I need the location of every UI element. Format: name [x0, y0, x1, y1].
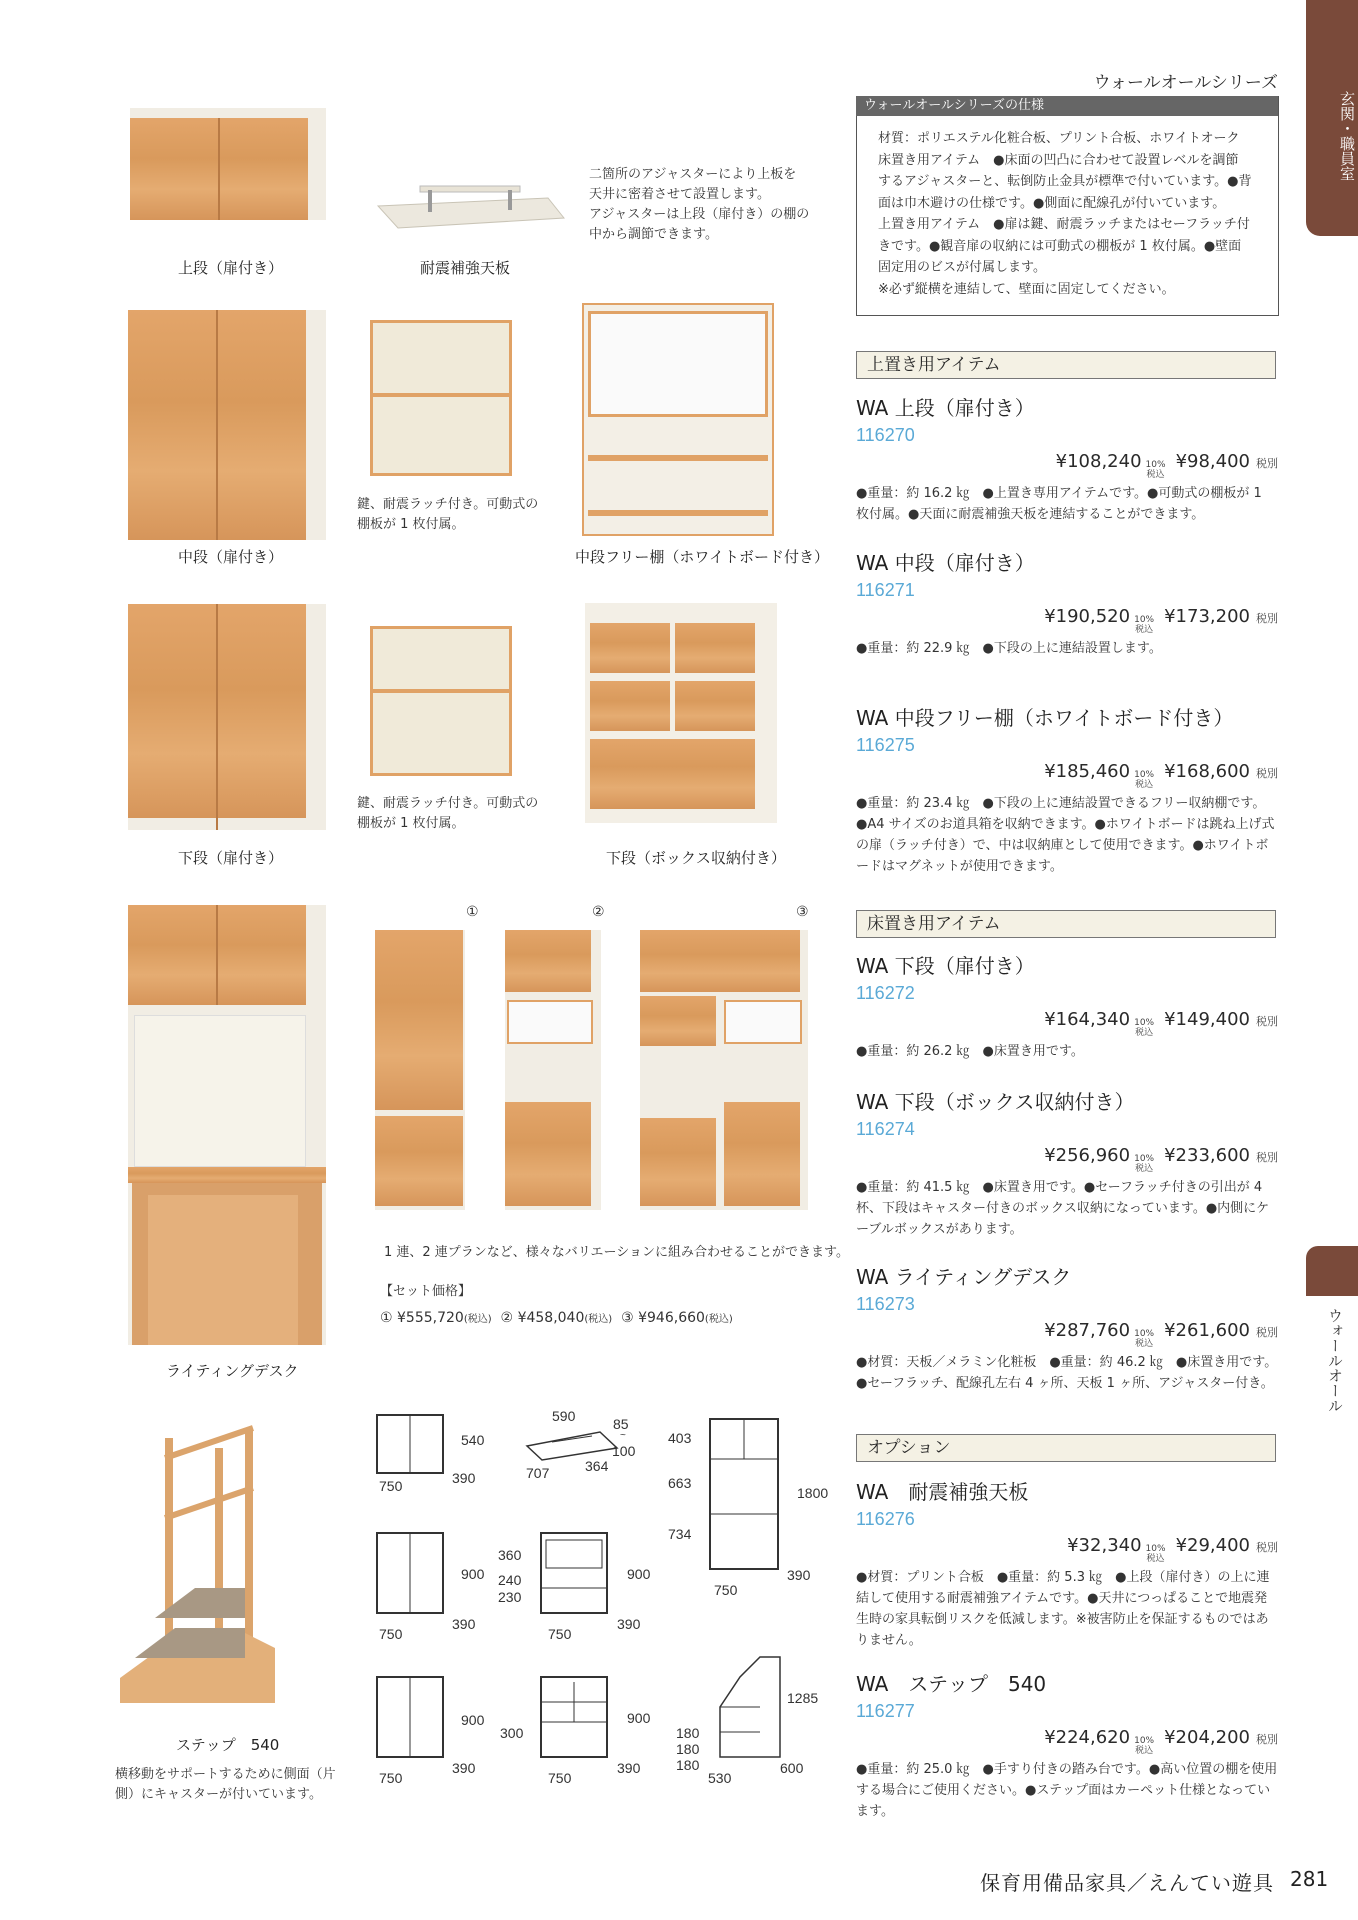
lower-box-image [585, 603, 777, 823]
spec-heading: ウォールオールシリーズの仕様 [856, 96, 1278, 116]
upper-cabinet-image [130, 108, 326, 220]
dim-step-d: 600 [780, 1760, 804, 1776]
product-code: 116271 [856, 580, 915, 600]
product-price: ¥32,340 10% 税込 ¥29,400 税別 [1067, 1535, 1278, 1564]
product-code: 116273 [856, 1294, 915, 1314]
dim-step-a: 180 [676, 1725, 700, 1741]
dim-step-h: 1285 [787, 1690, 819, 1706]
product-code: 116272 [856, 983, 915, 1003]
topboard-image [368, 168, 568, 236]
product-price: ¥256,960 10% 税込 ¥233,600 税別 [1044, 1145, 1278, 1174]
dim-step-c: 180 [676, 1757, 700, 1773]
section-option: オプション [856, 1434, 1276, 1462]
dim-middle-drawing [372, 1528, 452, 1620]
set-label: 【セット価格】 [380, 1284, 472, 1299]
step-image [115, 1418, 290, 1718]
caption-desk: ライティングデスク [166, 1362, 299, 1380]
product-desc: ●重量：約 23.4 ㎏ ●下段の上に連結設置できるフリー収納棚です。●A4 サイズのお道具箱を収納できます。●ホワイトボードは跳ね上げ式の扉（ラッチ付き）で、中は収納庫として使用できます。●ホワイトボードはマグネットが使用できます。 [856, 796, 1275, 874]
product-code: 116274 [856, 1119, 915, 1139]
combo-number-2: ② [592, 903, 605, 919]
combo-2-image [505, 930, 601, 1210]
product-name: WA 中段フリー棚（ホワイトボード付き） [856, 706, 1234, 730]
product-price: ¥224,620 10% 税込 ¥204,200 税別 [1044, 1727, 1278, 1756]
product-desc: ●重量：約 26.2 ㎏ ●床置き用です。 [856, 1044, 1084, 1059]
product-desc: ●重量：約 25.0 ㎏ ●手すり付きの踏み台です。●高い位置の棚を使用する場合にご使用ください。●ステップ面はカーペット仕様となっています。 [856, 1762, 1278, 1819]
section-upper: 上置き用アイテム [856, 351, 1276, 379]
combo-3-image [640, 930, 808, 1210]
product-name: WA ステップ 540 [856, 1672, 1047, 1696]
dim-upper-d: 390 [452, 1470, 476, 1486]
dim-combo-c: 734 [668, 1526, 692, 1542]
dim-topboard-h2: 100 [612, 1443, 636, 1459]
product-price: ¥164,340 10% 税込 ¥149,400 税別 [1044, 1009, 1278, 1038]
middle-note: 鍵、耐震ラッチ付き。可動式の 棚板が 1 枚付属。 [357, 497, 539, 532]
dim-middle-h: 900 [461, 1566, 485, 1582]
product-desc: ●重量：約 16.2 ㎏ ●上置き専用アイテムです。●可動式の棚板が 1 枚付属。●天面に耐震補強天板を連結することができます。 [856, 486, 1262, 522]
footer-title: 保育用備品家具／えんてい遊具 [980, 1871, 1274, 1895]
dim-mfree-h: 900 [627, 1566, 651, 1582]
side-tab-entrance[interactable]: 玄関・職員室 [1306, 0, 1358, 236]
dim-step-drawing [710, 1647, 790, 1767]
dim-lbox-a: 300 [500, 1725, 524, 1741]
dim-topboard-w: 590 [552, 1408, 576, 1424]
caption-lower: 下段（扉付き） [178, 849, 284, 867]
combo-note: 1 連、2 連プランなど、様々なバリエーションに組み合わせることができます。 [384, 1245, 849, 1260]
dim-step-b: 180 [676, 1741, 700, 1757]
page-number: 281 [1290, 1867, 1329, 1891]
product-name: WA ライティングデスク [856, 1265, 1072, 1289]
dim-lower-h: 900 [461, 1712, 485, 1728]
dim-topboard-h1: 85 [613, 1416, 629, 1432]
product-code: 116275 [856, 735, 915, 755]
dim-combo-drawing [700, 1414, 784, 1580]
dim-topboard-d: 364 [585, 1458, 609, 1474]
dim-topboard-l: 707 [526, 1465, 550, 1481]
middle-free-shelf-image [582, 303, 774, 536]
dim-lower-drawing [372, 1672, 452, 1764]
dim-mfree-b: 240 [498, 1572, 522, 1588]
caption-middle: 中段（扉付き） [178, 548, 284, 566]
middle-cabinet-image [128, 310, 326, 540]
caption-middle-free: 中段フリー棚（ホワイトボード付き） [575, 548, 829, 566]
product-price: ¥287,760 10% 税込 ¥261,600 税別 [1044, 1320, 1278, 1349]
dim-lower-w: 750 [379, 1770, 403, 1786]
product-desc: ●重量：約 22.9 ㎏ ●下段の上に連結設置します。 [856, 641, 1162, 656]
dim-middle-w: 750 [379, 1626, 403, 1642]
product-desc: ●重量：約 41.5 ㎏ ●床置き用です。●セーフラッチ付きの引出が 4 杯、下段はキャスター付きのボックス収納になっています。●内側にケーブルボックスがあります。 [856, 1180, 1270, 1237]
dim-lower-box-drawing [536, 1672, 616, 1764]
product-name: WA 下段（扉付き） [856, 954, 1035, 978]
dim-lower-d: 390 [452, 1760, 476, 1776]
product-name: WA 中段（扉付き） [856, 551, 1035, 575]
product-desc: ●材質：天板／メラミン化粧板 ●重量：約 46.2 ㎏ ●床置き用です。●セーフラッチ、配線孔左右 4 ヶ所、天板 1 ヶ所、アジャスター付き。 [856, 1355, 1278, 1391]
product-code: 116276 [856, 1509, 915, 1529]
dim-combo-d: 390 [787, 1567, 811, 1583]
product-code: 116277 [856, 1701, 915, 1721]
series-title: ウォールオールシリーズ [1093, 73, 1278, 93]
dim-upper-h: 540 [461, 1432, 485, 1448]
dim-lbox-w: 750 [548, 1770, 572, 1786]
product-desc: ●材質：プリント合板 ●重量：約 5.3 ㎏ ●上段（扉付き）の上に連結して使用する耐震補強アイテムです。●天井につっぱることで地震発生時の家具転倒リスクを低減します。※被害防止を保証するものではありません。 [856, 1570, 1270, 1648]
lower-cabinet-open-image [370, 626, 512, 776]
product-code: 116270 [856, 425, 915, 445]
product-name: WA 上段（扉付き） [856, 396, 1035, 420]
lower-cabinet-image [128, 604, 326, 830]
middle-cabinet-open-image [370, 320, 512, 476]
combo-number-1: ① [466, 903, 479, 919]
product-price: ¥108,240 10% 税込 ¥98,400 税別 [1055, 451, 1278, 480]
dim-mfree-d: 390 [617, 1616, 641, 1632]
spec-body: 材質：ポリエステル化粧合板、プリント合板、ホワイトオーク 床置き用アイテム ●床面の凹凸に合わせて設置レベルを調節 するアジャスターと、転倒防止金具が標準で付いています。●背 面は巾木避けの仕様です。●側面に配線孔が付いています。 上置き用アイテム ●扉は鍵、耐震ラッチまたはセーフラッチ付 きです。●観音扉の収納には可動式の棚板が 1 枚付属。●壁面 固定用のビスが付属します。 ※必ず縦横を連結して、壁面に固定してください。 [878, 131, 1252, 297]
dim-combo-h: 1800 [797, 1485, 829, 1501]
dim-upper-drawing [372, 1410, 452, 1480]
product-price: ¥185,460 10% 税込 ¥168,600 税別 [1044, 761, 1278, 790]
combo-1-image [375, 930, 465, 1210]
product-price: ¥190,520 10% 税込 ¥173,200 税別 [1044, 606, 1278, 635]
dim-mfree-c: 230 [498, 1589, 522, 1605]
caption-lower-box: 下段（ボックス収納付き） [606, 849, 786, 867]
dim-upper-w: 750 [379, 1478, 403, 1494]
writing-desk-image [128, 905, 326, 1345]
lower-note: 鍵、耐震ラッチ付き。可動式の 棚板が 1 枚付属。 [357, 796, 539, 831]
set-prices: ① ¥555,720(税込) ② ¥458,040(税込) ③ ¥946,660(税込) [380, 1310, 733, 1326]
dim-middle-free-drawing [536, 1528, 616, 1620]
dim-topboard-tilde: ~ [620, 1430, 626, 1441]
topboard-note: 二箇所のアジャスターにより上板を 天井に密着させて設置します。 アジャスターは上段（扉付き）の棚の 中から調節できます。 [589, 167, 810, 242]
dim-mfree-a: 360 [498, 1547, 522, 1563]
caption-step: ステップ 540 [176, 1736, 280, 1754]
product-name: WA 耐震補強天板 [856, 1480, 1029, 1504]
combo-number-3: ③ [796, 903, 809, 919]
caption-topboard: 耐震補強天板 [420, 259, 511, 277]
section-floor: 床置き用アイテム [856, 910, 1276, 938]
dim-combo-b: 663 [668, 1475, 692, 1491]
dim-mfree-w: 750 [548, 1626, 572, 1642]
dim-combo-w: 750 [714, 1582, 738, 1598]
side-text-wallall: ウォールオール [1326, 1308, 1344, 1413]
dim-step-w: 530 [708, 1770, 732, 1786]
caption-upper: 上段（扉付き） [178, 259, 284, 277]
dim-lbox-d: 390 [617, 1760, 641, 1776]
dim-middle-d: 390 [452, 1616, 476, 1632]
side-tab-wallall[interactable] [1306, 1246, 1358, 1296]
dim-combo-a: 403 [668, 1430, 692, 1446]
step-note: 横移動をサポートするために側面（片 側）にキャスターが付いています。 [115, 1767, 336, 1802]
product-name: WA 下段（ボックス収納付き） [856, 1090, 1135, 1114]
dim-lbox-h: 900 [627, 1710, 651, 1726]
